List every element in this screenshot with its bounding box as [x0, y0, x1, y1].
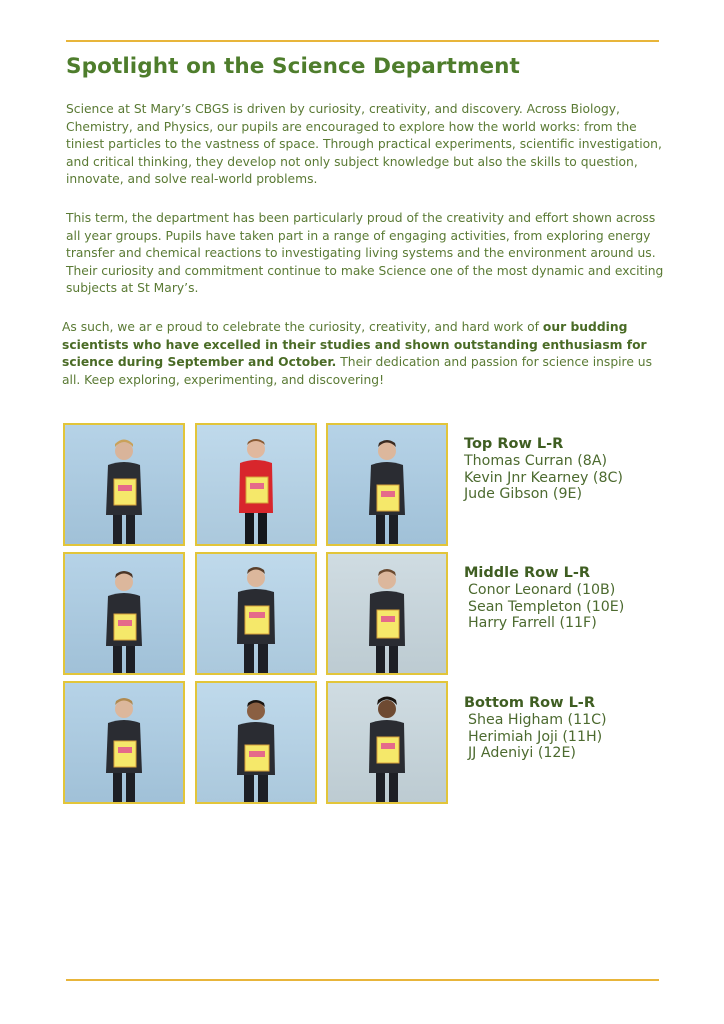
photo-bottom-right — [326, 681, 448, 804]
celebration-paragraph — [62, 319, 666, 389]
student-photo-kevin-jnr-kearney — [226, 435, 286, 546]
photo-middle-right — [326, 552, 448, 675]
caption-name: JJ Adeniyi (12E) — [468, 745, 576, 761]
caption-name: Harry Farrell (11F) — [468, 615, 597, 631]
caption-name: Kevin Jnr Kearney (8C) — [464, 469, 623, 486]
celebration-text-bold: our budding scientists who have excelled in their studies and shown outstanding enthusiasm for science during September and October. — [62, 320, 647, 370]
bottom-divider — [66, 979, 659, 981]
photo-bottom-left — [63, 681, 185, 804]
student-photo-shea-higham — [94, 693, 154, 804]
caption-heading: Bottom Row L-R — [464, 695, 595, 711]
intro-paragraph: Science at St Mary’s CBGS is driven by curiosity, creativity, and discovery. Across Biology, Chemistry, and Physics, our pupils are encouraged to explore how the world works: from the tiniest particles to the vastness of space. Through practical experiments, scientific investigation, and critical thinking, they develop not only subject knowledge but also the skills to question, innovate, and solve real-world problems. — [66, 102, 662, 187]
top-divider — [66, 40, 659, 42]
celebration-text-start: As such, we ar e proud to celebrate the curiosity, creativity, and hard work of — [62, 320, 543, 334]
student-photo-conor-leonard — [94, 564, 154, 675]
student-photo-jj-adeniyi — [357, 693, 417, 804]
photo-middle-middle — [195, 552, 317, 675]
student-photo-sean-templeton — [226, 564, 286, 675]
photo-top-left — [63, 423, 185, 546]
photo-middle-left — [63, 552, 185, 675]
caption-name: Shea Higham (11C) — [468, 712, 607, 728]
student-photo-herimiah-joji — [226, 693, 286, 804]
caption-heading: Middle Row L-R — [464, 565, 591, 581]
caption-name: Sean Templeton (10E) — [468, 598, 625, 615]
caption-top-row — [464, 436, 623, 503]
photo-top-middle — [195, 423, 317, 546]
celebration-text-end: Their dedication and passion for science inspire us all. Keep exploring, experimenting, and discovering! — [62, 355, 653, 387]
student-photo-harry-farrell — [357, 564, 417, 675]
caption-name: Jude Gibson (9E) — [464, 486, 582, 502]
caption-name: Herimiah Joji (11H) — [468, 728, 603, 745]
caption-name: Conor Leonard (10B) — [468, 582, 616, 598]
caption-heading: Top Row L-R — [464, 436, 564, 452]
caption-name: Thomas Curran (8A) — [464, 453, 608, 469]
term-paragraph: This term, the department has been particularly proud of the creativity and effort shown across all year groups. Pupils have taken part in a range of engaging activities, from exploring energy transfer and chemical reactions to investigating living systems and the environment around us. Their curiosity and commitment continue to make Science one of the most dynamic and exciting subjects at St Mary’s. — [66, 211, 664, 296]
photo-top-right — [326, 423, 448, 546]
caption-middle-row — [464, 565, 624, 632]
student-photo-jude-gibson — [357, 435, 417, 546]
caption-bottom-row — [464, 695, 607, 762]
page-title: Spotlight on the Science Department — [66, 54, 520, 79]
student-photo-thomas-curran — [94, 435, 154, 546]
photo-bottom-middle — [195, 681, 317, 804]
